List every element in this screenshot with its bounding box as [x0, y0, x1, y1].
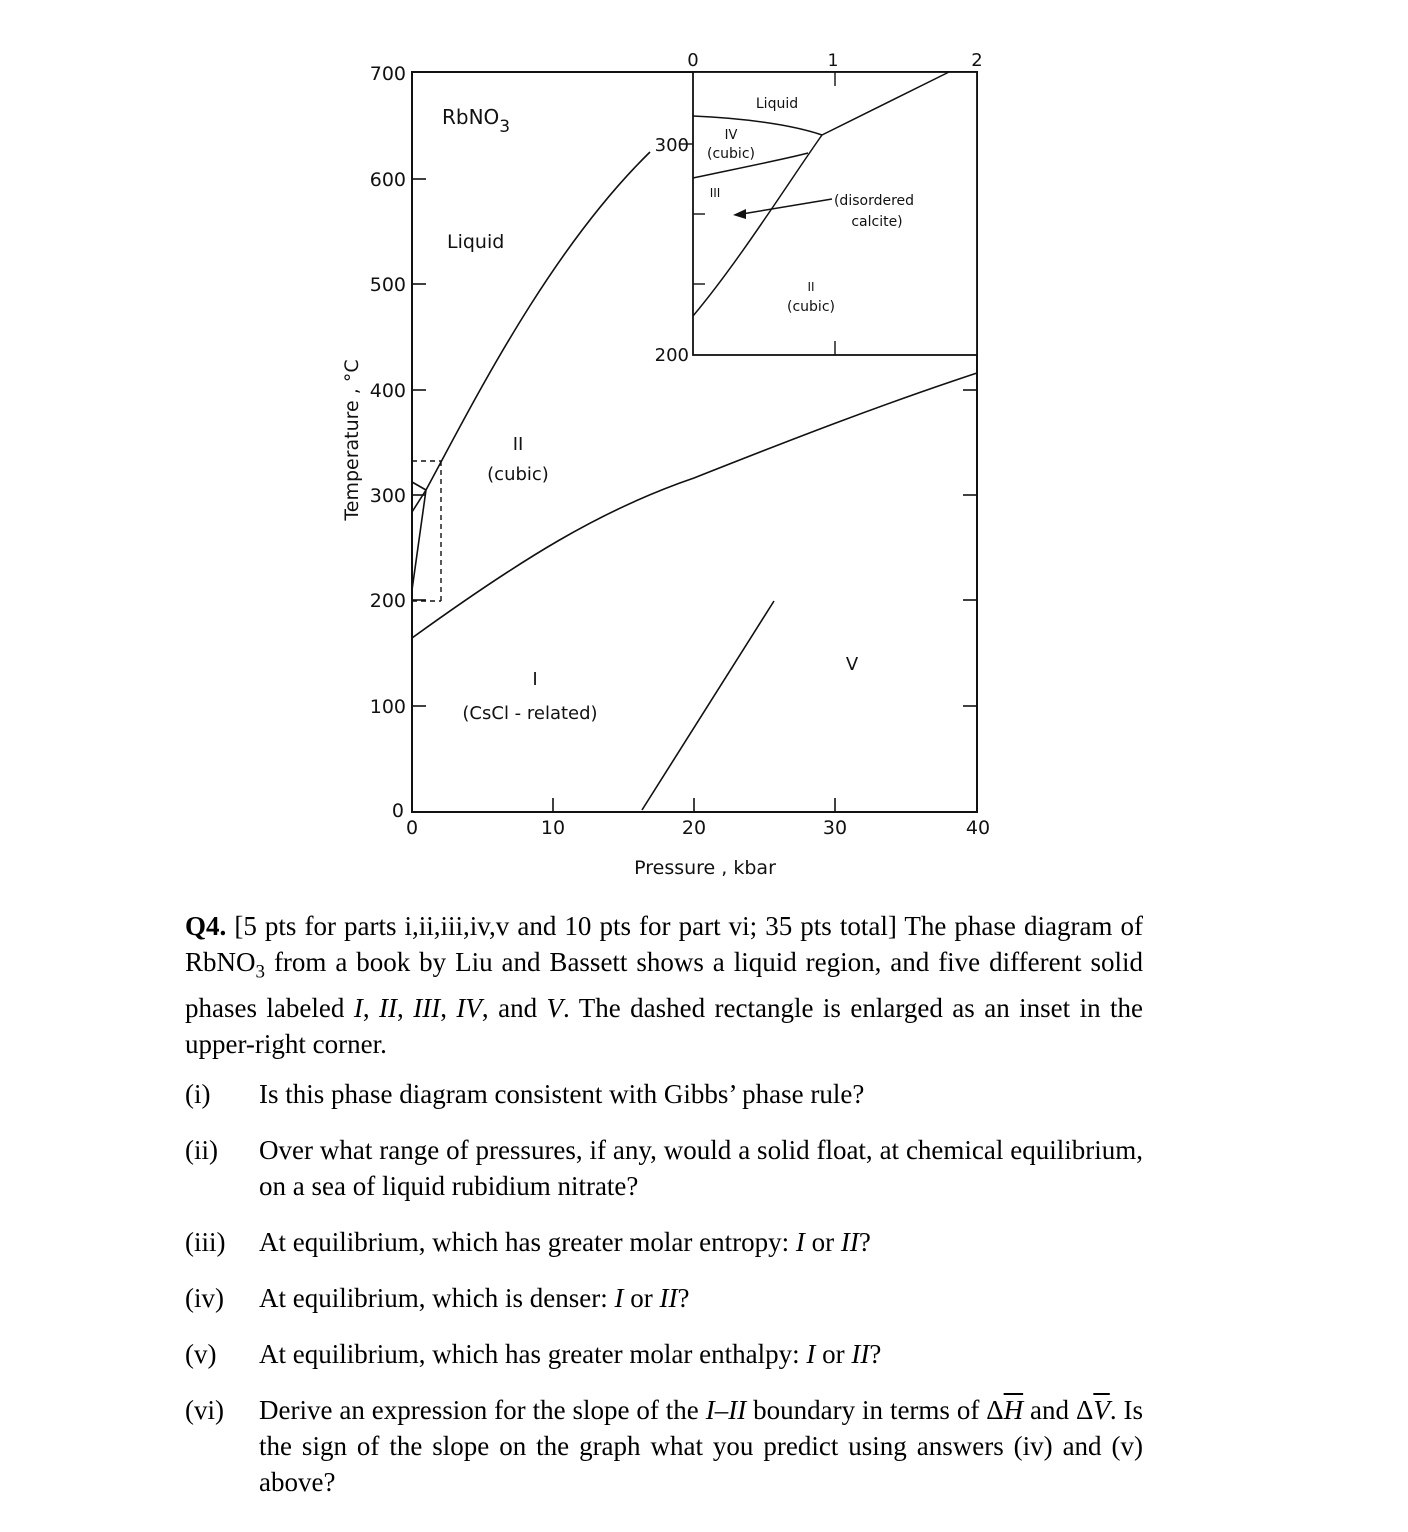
region-liquid-label: Liquid [447, 231, 505, 253]
inset-iii-note-1: (disordered [833, 193, 915, 209]
inset-x-tick-0: 0 [687, 50, 699, 71]
question-block [185, 908, 1143, 1500]
inset [655, 50, 983, 366]
region-ii-note: (cubic) [487, 464, 549, 485]
x-tick-40: 40 [965, 817, 991, 839]
y-tick-500: 500 [369, 274, 406, 296]
x-tick-10: 10 [540, 817, 566, 839]
inset-iii-label: III [709, 186, 721, 200]
x-tick-30: 30 [822, 817, 848, 839]
inset-ii-note: (cubic) [787, 299, 835, 315]
x-axis-title: Pressure , kbar [634, 857, 776, 879]
compound-label: RbNO$_3$ [442, 105, 511, 137]
part-vi: (vi) Derive an expression for the slope of the I–II boundary in terms of $\Delta\overline{H}$ and $\Delta\overline{V}$. Is the sign of the slope on the graph what you predict using answers (iv) and (v) above? [185, 1395, 1143, 1498]
inset-y-tick-300: 300 [654, 135, 689, 156]
inset-iv-label: IV [724, 128, 738, 143]
question-number: Q4. [185, 911, 227, 941]
part-iv: (iv) At equilibrium, which is denser: I or II? [185, 1283, 690, 1314]
x-tick-20: 20 [681, 817, 707, 839]
inset-x-tick-1: 1 [827, 51, 839, 71]
melting-curve [441, 152, 650, 462]
inset-liquid-label: Liquid [755, 96, 799, 112]
region-i-label: I [532, 669, 538, 690]
y-axis-title: Temperature , °C [341, 359, 363, 521]
dashed-rectangle [412, 461, 441, 601]
part-v: (v) At equilibrium, which has greater molar enthalpy: I or II? [185, 1339, 882, 1370]
inset-frame [693, 72, 977, 355]
region-ii-label: II [512, 434, 524, 455]
y-tick-0: 0 [391, 800, 404, 822]
boundary-I-II [412, 373, 977, 638]
y-tick-200: 200 [369, 590, 406, 612]
boundary-II-V [642, 601, 774, 810]
y-tick-600: 600 [369, 169, 406, 191]
y-tick-300: 300 [369, 485, 406, 507]
question-intro: Q4. [5 pts for parts i,ii,iii,iv,v and 10 pts for part vi; 35 pts total] The phase diagram of RbNO$_3$ from a book by Liu and Bassett shows a liquid region, and five different solid phases labeled I, II, III, IV, and V. The dashed rectangle is enlarged as an inset in the upper-right corner. [185, 911, 1144, 1060]
low-pressure-boundary [412, 462, 441, 590]
y-tick-700: 700 [369, 63, 406, 85]
part-i: (i) Is this phase diagram consistent with Gibbs’ phase rule? [185, 1079, 865, 1110]
region-v-label: V [845, 654, 859, 675]
inset-x-tick-2: 2 [971, 50, 983, 71]
x-tick-0: 0 [405, 817, 419, 839]
y-tick-100: 100 [369, 696, 406, 718]
y-tick-400: 400 [369, 380, 406, 402]
inset-ii-label: II [807, 280, 815, 294]
low-pressure-boundary-iv [412, 482, 426, 490]
inset-iv-note: (cubic) [707, 146, 755, 162]
inset-iii-note-2: calcite) [851, 214, 903, 230]
part-iii: (iii) At equilibrium, which has greater molar entropy: I or II? [185, 1227, 871, 1258]
part-ii: (ii) Over what range of pressures, if any, would a solid float, at chemical equilibrium, on a sea of liquid rubidium nitrate? [185, 1135, 1143, 1202]
region-i-note: (CsCl - related) [462, 703, 598, 724]
inset-y-tick-200: 200 [654, 345, 689, 366]
